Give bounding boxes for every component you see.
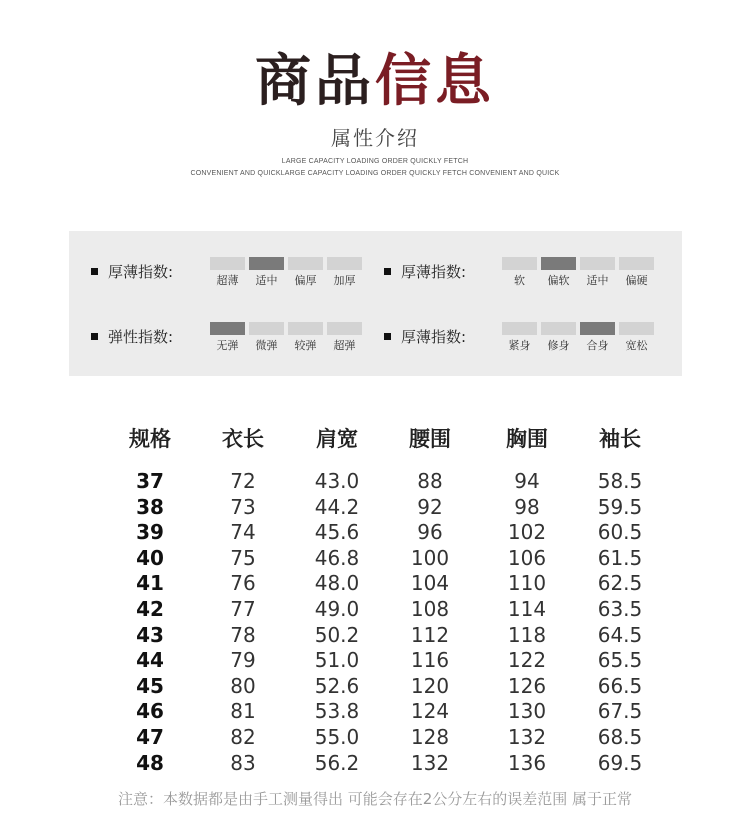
option-label: 超薄 [216,274,239,287]
option-bar-selected [580,322,615,335]
table-cell: 45.6 [314,520,360,545]
option-label: 适中 [255,274,278,287]
table-cell: 98 [514,494,540,519]
bullet-square-icon [384,268,391,275]
option-bar [502,322,537,335]
attribute-option [210,257,245,287]
table-cell: 122 [507,648,547,673]
table-cell: 92 [417,494,443,519]
table-cell: 65.5 [597,648,643,673]
attribute-option [288,257,323,287]
option-label: 偏硬 [625,274,648,287]
attribute-label: 厚薄指数: [108,263,174,281]
option-label: 软 [514,274,525,287]
table-cell: 51.0 [314,648,360,673]
table-cell: 124 [410,699,450,724]
attribute-option [619,322,654,352]
option-label: 偏软 [547,274,570,287]
table-cell: 53.8 [314,699,360,724]
english-tagline-2: CONVENIENT AND QUICKLARGE CAPACITY LOADING ORDER QUICKLY FETCH CONVENIENT AND QUICK [190,170,560,177]
option-bar [288,257,323,270]
attribute-option [580,257,615,287]
table-cell: 73 [230,494,256,519]
size-label-cell: 38 [136,494,164,519]
option-bar [541,322,576,335]
table-cell: 118 [507,622,547,647]
attribute-options [502,257,654,287]
table-cell: 80 [230,673,256,698]
table-cell: 83 [230,750,256,775]
table-header-cell: 袖长 [599,427,641,451]
option-bar [249,322,284,335]
table-cell: 58.5 [597,469,643,493]
table-cell: 60.5 [597,520,643,545]
option-label: 宽松 [625,339,648,352]
measurement-note: 注意：本数据都是由手工测量得出 可能会存在2公分左右的误差范围 属于正常 [117,790,633,808]
table-cell: 108 [410,597,450,621]
option-bar [327,322,362,335]
option-label: 超弹 [333,339,356,352]
table-cell: 94 [514,469,540,493]
bullet-square-icon [384,333,391,340]
option-bar [619,257,654,270]
size-label-cell: 39 [136,520,164,545]
option-label: 紧身 [508,339,531,352]
option-label: 偏厚 [294,274,317,287]
table-cell: 75 [230,545,256,570]
option-bar [327,257,362,270]
table-cell: 74 [230,520,256,545]
english-tagline-1: LARGE CAPACITY LOADING ORDER QUICKLY FETCH [281,158,469,165]
page-title-wrap [0,50,750,114]
size-label-cell: 40 [136,545,164,570]
table-cell: 114 [507,597,547,621]
table-cell: 110 [507,571,547,596]
option-bar-selected [249,257,284,270]
attribute-option [502,257,537,287]
size-label-cell: 37 [136,469,164,493]
table-header-cell: 规格 [129,427,171,451]
attribute-label: 厚薄指数: [401,328,467,346]
attribute-option [327,322,362,352]
table-cell: 77 [230,597,256,621]
table-header-cell: 衣长 [222,427,264,451]
table-cell: 66.5 [597,673,643,698]
table-header-cell: 腰围 [409,427,451,451]
table-cell: 106 [507,545,547,570]
table-cell: 120 [410,673,450,698]
attribute-label: 弹性指数: [108,328,174,346]
table-cell: 44.2 [314,494,360,519]
bullet-square-icon [91,268,98,275]
table-cell: 67.5 [597,699,643,724]
table-cell: 81 [230,699,256,724]
table-cell: 102 [507,520,547,545]
page-subtitle: 属性介绍 [331,126,419,150]
bullet-square-icon [91,333,98,340]
table-cell: 132 [507,725,547,749]
size-label-cell: 41 [136,571,164,596]
attribute-option [502,322,537,352]
table-cell: 78 [230,622,256,647]
option-bar [502,257,537,270]
table-cell: 100 [410,545,450,570]
size-label-cell: 43 [136,622,164,647]
attribute-option [580,322,615,352]
table-header-cell: 胸围 [506,427,548,451]
attribute-options [502,322,654,352]
table-cell: 63.5 [597,597,643,621]
option-bar-selected [541,257,576,270]
page-title-part2: 信息 [375,49,495,114]
attribute-option [288,322,323,352]
size-label-cell: 47 [136,725,164,749]
option-label: 适中 [586,274,609,287]
attribute-option [327,257,362,287]
table-cell: 116 [410,648,450,673]
attribute-options [210,257,362,287]
option-label: 较弹 [294,339,317,352]
table-cell: 79 [230,648,256,673]
table-cell: 136 [507,750,547,775]
attribute-option [619,257,654,287]
table-cell: 68.5 [597,725,643,749]
option-label: 合身 [586,339,609,352]
page-title [255,50,495,114]
table-cell: 50.2 [314,622,360,647]
table-cell: 48.0 [314,571,360,596]
table-cell: 96 [417,520,443,545]
table-cell: 62.5 [597,571,643,596]
table-cell: 56.2 [314,750,360,775]
table-cell: 72 [230,469,256,493]
table-cell: 49.0 [314,597,360,621]
table-cell: 59.5 [597,494,643,519]
attribute-option [541,257,576,287]
option-label: 微弹 [255,339,278,352]
option-bar [580,257,615,270]
table-cell: 55.0 [314,725,360,749]
table-cell: 52.6 [314,673,360,698]
table-cell: 130 [507,699,547,724]
table-cell: 82 [230,725,256,749]
table-cell: 64.5 [597,622,643,647]
table-cell: 104 [410,571,450,596]
attribute-option [210,322,245,352]
page-title-part1: 商品 [255,49,375,114]
table-cell: 61.5 [597,545,643,570]
size-label-cell: 44 [136,648,164,673]
option-label: 修身 [547,339,570,352]
table-cell: 112 [410,622,450,647]
size-label-cell: 46 [136,699,164,724]
table-cell: 88 [417,469,443,493]
option-label: 加厚 [333,274,356,287]
size-label-cell: 48 [136,750,164,775]
attribute-option [249,322,284,352]
option-label: 无弹 [216,339,239,352]
option-bar [288,322,323,335]
size-label-cell: 45 [136,673,164,698]
option-bar [210,257,245,270]
attribute-option [249,257,284,287]
table-cell: 128 [410,725,450,749]
size-label-cell: 42 [136,597,164,621]
table-cell: 126 [507,673,547,698]
table-cell: 46.8 [314,545,360,570]
table-cell: 69.5 [597,750,643,775]
table-cell: 132 [410,750,450,775]
table-cell: 43.0 [314,469,360,493]
attribute-panel [69,231,682,376]
option-bar-selected [210,322,245,335]
table-cell: 76 [230,571,256,596]
attribute-option [541,322,576,352]
attribute-label: 厚薄指数: [401,263,467,281]
table-header-cell: 肩宽 [316,427,358,451]
attribute-options [210,322,362,352]
option-bar [619,322,654,335]
